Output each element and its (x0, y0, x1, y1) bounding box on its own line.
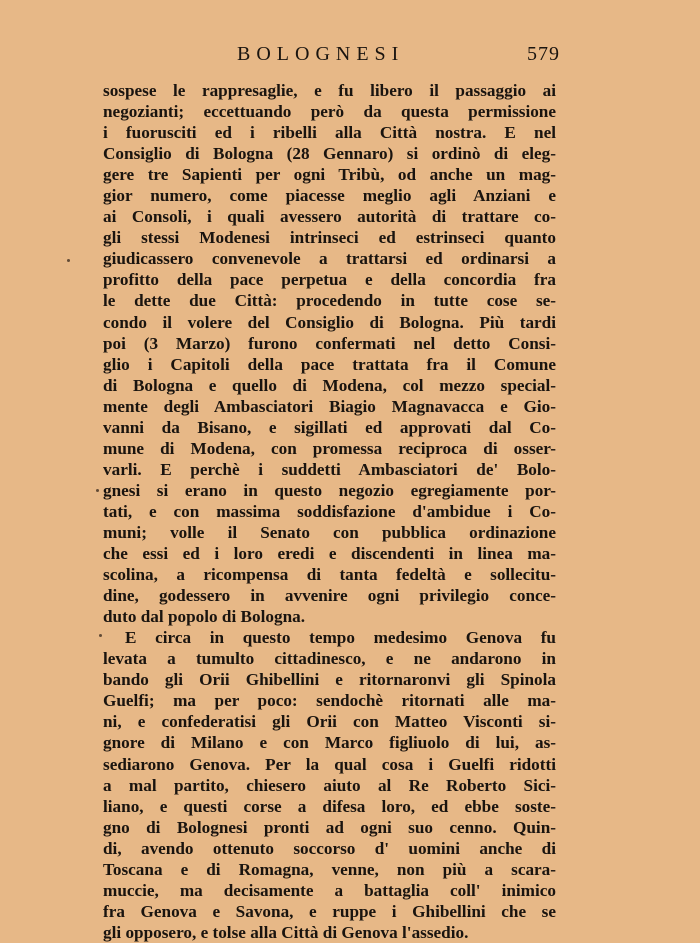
text-line: bando gli Orii Ghibellini e ritornaronvi gli Spinola (103, 670, 556, 690)
text-line: profitto della pace perpetua e della concordia fra (103, 270, 556, 290)
text-line: Guelfi; ma per poco: sendochè ritornati alle ma- (103, 691, 556, 711)
text-line: gnore di Milano e con Marco figliuolo di lui, as- (103, 733, 556, 753)
text-line: E circa in questo tempo medesimo Genova fu (125, 628, 556, 648)
print-speck (67, 259, 70, 262)
paragraph-2 (103, 627, 556, 943)
text-line: gno di Bolognesi pronti ad ogni suo cenno. Quin- (103, 817, 556, 837)
text-line: gli stessi Modenesi intrinseci ed estrinseci quanto (103, 228, 556, 248)
body-text (103, 80, 556, 943)
text-line: Toscana e di Romagna, venne, non più a scara- (103, 859, 556, 879)
text-line: muccie, ma decisamente a battaglia coll' inimico (103, 880, 556, 900)
text-line: gere tre Sapienti per ogni Tribù, od anche un mag- (103, 165, 556, 185)
text-line: muni; volle il Senato con pubblica ordinazione (103, 522, 556, 542)
text-line: mune di Modena, con promessa reciproca di osser- (103, 438, 556, 458)
text-line: liano, e questi corse a difesa loro, ed ebbe soste- (103, 796, 556, 816)
running-title: BOLOGNESI (237, 43, 405, 65)
page-number: 579 (527, 43, 560, 65)
paragraph-1 (103, 80, 556, 627)
text-line: di Bologna e quello di Modena, col mezzo special- (103, 375, 556, 395)
text-line: gior numero, come piacesse meglio agli Anziani e (103, 186, 556, 206)
text-line: ni, e confederatisi gli Orii con Matteo Visconti si- (103, 712, 556, 732)
text-line: sospese le rappresaglie, e fu libero il passaggio ai (103, 81, 556, 100)
text-line: di, avendo ottenuto soccorso d' uomini anche di (103, 838, 556, 858)
text-line: negozianti; eccettuando però da questa permissione (103, 102, 556, 122)
text-line: poi (3 Marzo) furono confermati nel detto Consi- (103, 333, 556, 353)
text-line: Consiglio di Bologna (28 Gennaro) si ordinò di eleg- (103, 144, 556, 164)
text-line: condo il volere del Consiglio di Bologna. Più tardi (103, 312, 556, 332)
text-line: levata a tumulto cittadinesco, e ne andarono in (103, 649, 556, 669)
text-line: giudicassero convenevole a trattarsi ed ordinarsi a (103, 249, 556, 269)
print-speck (96, 489, 99, 492)
text-line: tati, e con massima soddisfazione d'ambidue i Co- (103, 501, 556, 521)
running-head (103, 40, 560, 68)
text-line: i fuorusciti ed i ribelli alla Città nostra. E nel (103, 123, 556, 143)
text-line: scolina, a ricompensa di tanta fedeltà e sollecitu- (103, 565, 556, 585)
text-line: mente degli Ambasciatori Biagio Magnavacca e Gio- (103, 396, 556, 416)
text-line: gli opposero, e tolse alla Città di Genova l'assedio. (103, 922, 469, 942)
text-line: varli. E perchè i suddetti Ambasciatori de' Bolo- (103, 459, 556, 479)
text-line: le dette due Città: procedendo in tutte cose se- (103, 291, 556, 311)
text-line: vanni da Bisano, e sigillati ed approvati dal Co- (103, 417, 556, 437)
text-line: ai Consoli, i quali avessero autorità di trattare co- (103, 207, 556, 227)
text-line: fra Genova e Savona, e ruppe i Ghibellini che se (103, 901, 556, 921)
text-line: gnesi si erano in questo negozio egregiamente por- (103, 480, 556, 500)
text-line: duto dal popolo di Bologna. (103, 607, 306, 627)
text-line: sediarono Genova. Per la qual cosa i Guelfi ridotti (103, 754, 556, 774)
text-line: a mal partito, chiesero aiuto al Re Roberto Sici- (103, 775, 556, 795)
text-line: glio i Capitoli della pace trattata fra il Comune (103, 354, 556, 374)
text-line: dine, godessero in avvenire ogni privilegio conce- (103, 586, 556, 606)
text-line: che essi ed i loro eredi e discendenti in linea ma- (103, 544, 556, 564)
print-speck (99, 634, 102, 637)
